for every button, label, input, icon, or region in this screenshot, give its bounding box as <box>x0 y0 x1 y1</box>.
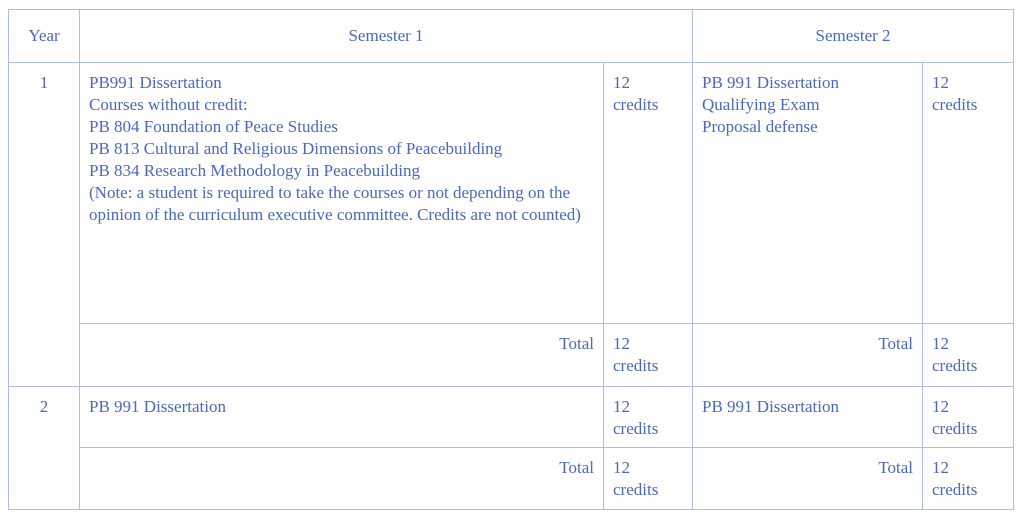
year-2-courses-row <box>9 387 1014 448</box>
course-note: (Note: a student is required to take the courses or not depending on the opinion of the curriculum executive committee. Credits are not counted) <box>89 183 581 224</box>
year-2-cell: 2 <box>9 387 80 448</box>
year-1-semester-2-courses <box>693 63 923 324</box>
course-line: PB 813 Cultural and Religious Dimensions of Peacebuilding <box>89 139 503 158</box>
year-2-semester-1-courses <box>80 387 604 448</box>
course-line: PB 991 Dissertation <box>702 73 839 92</box>
year-1-semester-2-credits <box>923 63 1014 324</box>
year-2-semester-2-credits <box>923 387 1014 448</box>
credit-value: 12 credits <box>613 458 659 499</box>
year-1-semester-1-total-credits <box>604 324 693 387</box>
header-year: Year <box>9 10 80 63</box>
course-line: PB 991 Dissertation <box>89 397 226 416</box>
header-row <box>9 10 1014 63</box>
credit-value: 12 credits <box>613 397 659 438</box>
year-2-semester-2-courses <box>693 387 923 448</box>
credit-value: 12 credits <box>613 334 659 375</box>
year-1-cell: 1 <box>9 63 80 324</box>
year-2-semester-2-total-label: Total <box>693 448 923 510</box>
year-1-cell-continued <box>9 324 80 387</box>
course-line: PB 834 Research Methodology in Peacebuilding <box>89 161 420 180</box>
year-2-total-row <box>9 448 1014 510</box>
credit-value: 12 credits <box>932 458 978 499</box>
year-1-courses-row <box>9 63 1014 324</box>
header-semester-1: Semester 1 <box>80 10 693 63</box>
course-line: PB 804 Foundation of Peace Studies <box>89 117 338 136</box>
header-semester-2: Semester 2 <box>693 10 1014 63</box>
course-line: Proposal defense <box>702 117 818 136</box>
year-1-semester-1-courses <box>80 63 604 324</box>
curriculum-table <box>8 9 1014 510</box>
course-line: PB991 Dissertation <box>89 73 222 92</box>
year-2-semester-1-total-label: Total <box>80 448 604 510</box>
credit-value: 12 credits <box>932 73 978 114</box>
year-1-total-row <box>9 324 1014 387</box>
year-1-semester-2-total-label: Total <box>693 324 923 387</box>
year-1-semester-1-total-label: Total <box>80 324 604 387</box>
course-line: PB 991 Dissertation <box>702 397 839 416</box>
credit-value: 12 credits <box>932 397 978 438</box>
credit-value: 12 credits <box>932 334 978 375</box>
credit-value: 12 credits <box>613 73 659 114</box>
year-1-semester-1-credits <box>604 63 693 324</box>
course-line: Courses without credit: <box>89 95 248 114</box>
year-2-cell-continued <box>9 448 80 510</box>
course-line: Qualifying Exam <box>702 95 820 114</box>
year-2-semester-1-total-credits <box>604 448 693 510</box>
year-2-semester-1-credits <box>604 387 693 448</box>
year-1-semester-2-total-credits <box>923 324 1014 387</box>
year-2-semester-2-total-credits <box>923 448 1014 510</box>
